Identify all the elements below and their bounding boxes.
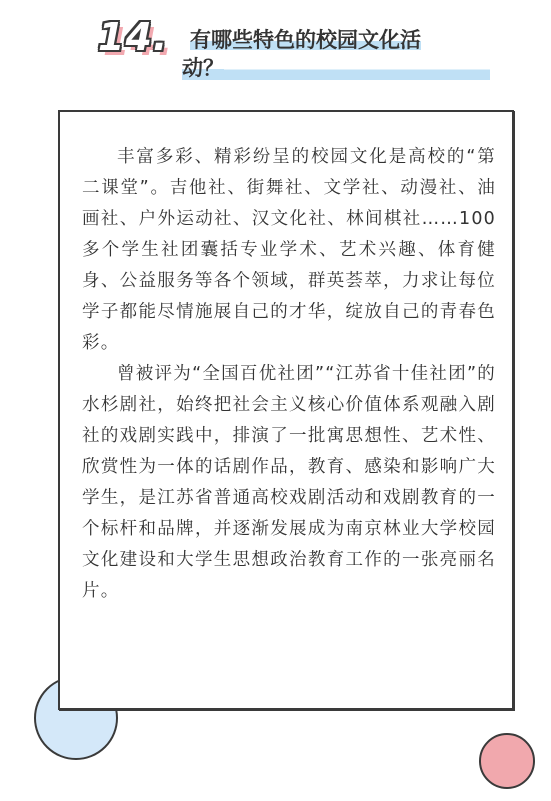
paragraph-2: 曾被评为“全国百优社团”“江苏省十佳社团”的水杉剧社，始终把社会主义核心价值体系观融入剧社的戏剧实践中，排演了一批寓思想性、艺术性、欣赏性为一体的话剧作品，教育、感染和影响广大学生，是江苏省普通高校戏剧活动和戏剧教育的一个标杆和品牌，并逐渐发展成为南京林业大学校园文化建设和大学生思想政治教育工作的一张亮丽名片。	[82, 364, 496, 601]
question-title	[182, 26, 490, 82]
content-card	[58, 110, 514, 710]
title-line-2: 动？	[182, 56, 224, 80]
decorative-pink-circle	[479, 733, 535, 789]
paragraph-1: 丰富多彩、精彩纷呈的校园文化是高校的“第二课堂”。吉他社、街舞社、文学社、动漫社、油画社、户外运动社、汉文化社、林间棋社……100多个学生社团囊括专业学术、艺术兴趣、体育健身、公益服务等各个领域，群英荟萃，力求让每位学子都能尽情施展自己的才华，绽放自己的青春色彩。	[82, 147, 496, 353]
title-line-1: 有哪些特色的校园文化活	[190, 28, 421, 52]
card-body	[82, 142, 496, 607]
question-number: 14.	[98, 15, 169, 59]
